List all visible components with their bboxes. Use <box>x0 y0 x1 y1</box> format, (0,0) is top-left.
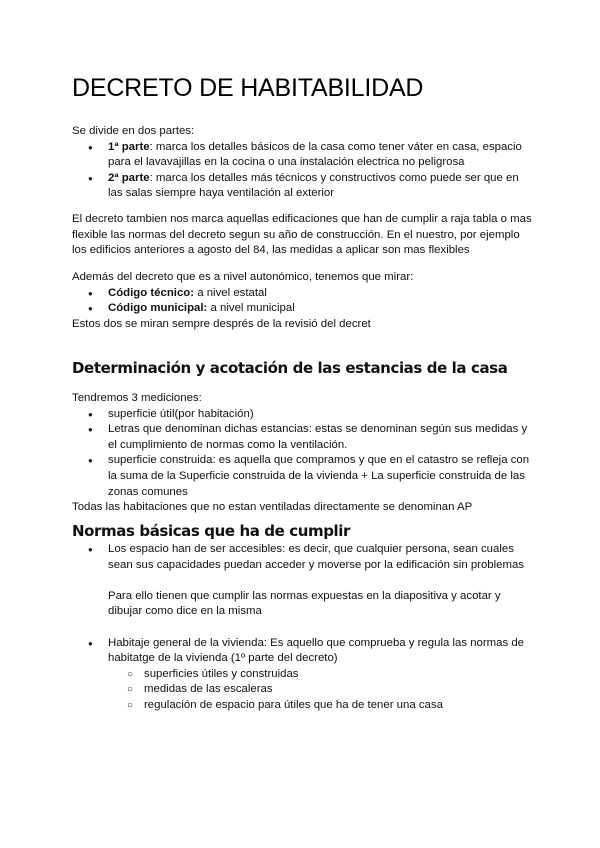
normas-list-2 <box>72 636 532 714</box>
codes-lead: Además del decreto que es a nivel autonómico, tenemos que mirar: <box>72 271 414 283</box>
page-title: DECRETO DE HABITABILIDAD <box>72 74 424 102</box>
section-determinacion <box>72 358 532 378</box>
intro-lead: Se divide en dos partes: <box>72 125 195 137</box>
mediciones-list <box>72 407 532 501</box>
sub-list-item: ○ medidas de las escaleras <box>72 682 532 698</box>
mediciones-after: Todas las habitaciones que no estan ventiladas directamente se denominan AP <box>72 501 473 514</box>
intro-list <box>72 140 532 202</box>
list-item: ● superficie construida: es aquella que compramos y que en el catastro se refleja con la suma de la Superficie construida de la vivienda + La superficie construida de las zonas comunes <box>72 453 532 500</box>
list-item: ● superficie útil(por habitación) <box>72 407 532 423</box>
list-item: ● Los espacio han de ser accesibles: es decir, que cualquier persona, sean cuales sean sus capacidades puedan acceder y moverse por la edificación sin problemas <box>72 542 532 573</box>
list-item: ● Código municipal: a nivel municipal <box>72 301 532 317</box>
paragraph-decree: El decreto tambien nos marca aquellas edificaciones que han de cumplir a raja tabla o mas flexible las normas del decreto segun su año de construcción. En el nuestro, por ejemplo los edificios anteriores a agosto del 84, las medidas a aplicar son mas flexibles <box>72 213 532 257</box>
mediciones-section <box>72 391 532 516</box>
section-normas <box>72 521 532 541</box>
list-item: ● 1ª parte: marca los detalles básicos de la casa como tener váter en casa, espacio para el lavavajillas en la cocina o una instalación electrica no peligrosa <box>72 140 532 171</box>
intro-section <box>72 124 532 202</box>
normas-note: Para ello tienen que cumplir las normas expuestas en la diapositiva y acotar y dibujar como dice en la misma <box>108 589 501 618</box>
list-item: ● Letras que denominan dichas estancias: estas se denominan según sus medidas y el cumplimiento de normas como la ventilación. <box>72 422 532 453</box>
list-item: ● Habitaje general de la vivienda: Es aquello que comprueba y regula las normas de habitatge de la vivienda (1º parte del decreto) <box>72 636 532 667</box>
codes-section <box>72 270 532 332</box>
list-item: ● 2ª parte: marca los detalles más técnicos y constructivos como puede ser que en las salas siempre haya ventilación al exterior <box>72 171 532 202</box>
codes-list <box>72 286 532 317</box>
sub-list-item: ○ regulación de espacio para útiles que ha de tener una casa <box>72 698 532 714</box>
section-heading: Determinación y acotación de las estancias de la casa <box>72 359 508 377</box>
mediciones-lead: Tendremos 3 mediciones: <box>72 392 202 404</box>
normas-section <box>72 542 532 714</box>
codes-after: Estos dos se miran sempre després de la revisió del decret <box>72 317 371 330</box>
section-heading: Normas básicas que ha de cumplir <box>72 522 351 540</box>
list-item: ● Código técnico: a nivel estatal <box>72 286 532 302</box>
normas-list <box>72 542 532 573</box>
sub-list-item: ○ superficies útiles y construidas <box>72 667 532 683</box>
